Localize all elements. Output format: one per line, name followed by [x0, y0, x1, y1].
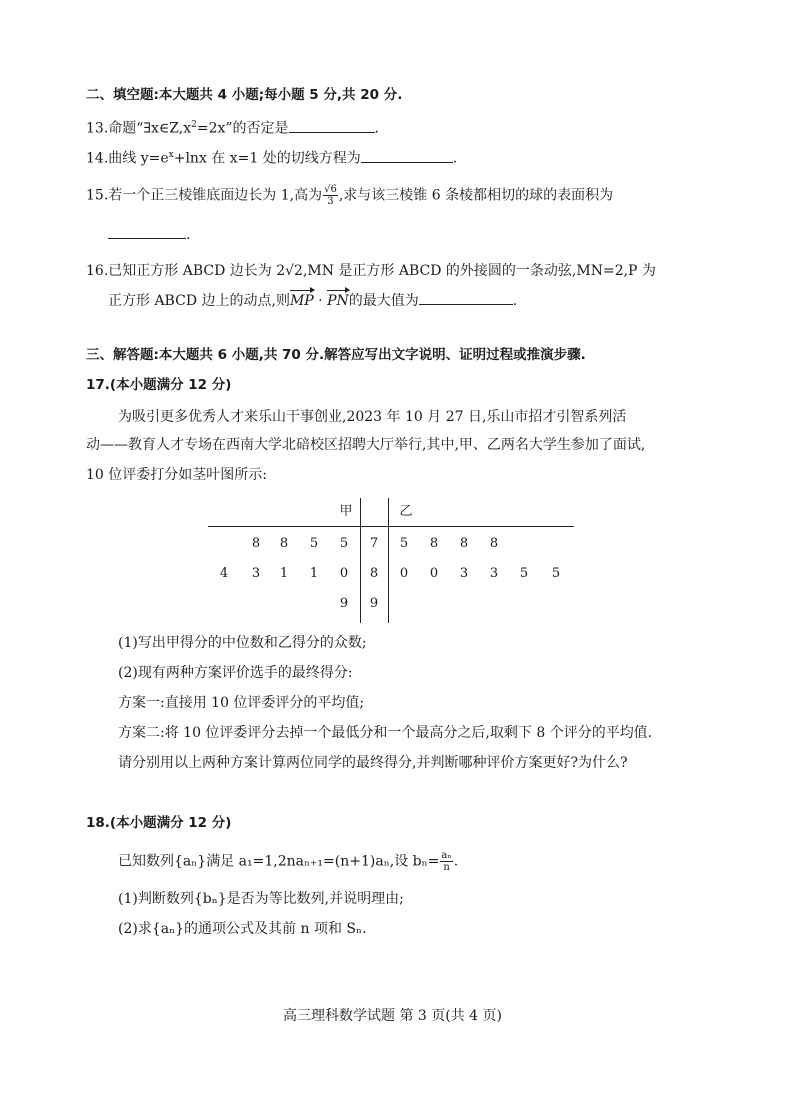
leaf-left: 8 — [279, 536, 289, 551]
leaf-right: 8 — [429, 536, 439, 551]
q13-end: . — [374, 120, 379, 137]
q13-text-post: =2x”的否定是 — [196, 120, 289, 137]
q17-plan-2: 方案二:将 10 位评委评分去掉一个最低分和一个最高分之后,取剩下 8 个评分的平均值. — [118, 725, 653, 741]
q14-text-post: +lnx 在 x=1 处的切线方程为 — [173, 150, 361, 167]
leaf-left: 4 — [219, 566, 229, 581]
stem: 8 — [369, 566, 379, 581]
q17-plan-1: 方案一:直接用 10 位评委评分的平均值; — [118, 695, 365, 711]
q17-question: 请分别用以上两种方案计算两位同学的最终得分,并判断哪种评价方案更好?为什么? — [118, 755, 628, 771]
q16-text-pre: 正方形 ABCD 边上的动点,则 — [108, 293, 290, 309]
q18-fraction — [440, 850, 452, 873]
leaf-right: 3 — [489, 566, 499, 581]
q15-end: . — [186, 227, 191, 243]
q17-paragraph-3: 10 位评委打分如茎叶图所示: — [86, 467, 267, 483]
q15-answer-blank[interactable] — [108, 224, 186, 239]
stem-leaf-table — [208, 498, 576, 623]
q17-paragraph-1: 为吸引更多优秀人才来乐山干事创业,2023 年 10 月 27 日,乐山市招才引智系列活 — [118, 409, 627, 425]
table-stem-left-divider — [360, 498, 361, 623]
page-footer: 高三理科数学试题 第 3 页(共 4 页) — [283, 1008, 502, 1024]
question-15-blank-line — [108, 224, 190, 244]
leaf-left: 9 — [339, 596, 349, 611]
q13-text-pre: 13.命题“∃x∈Z,x — [86, 120, 192, 137]
q18-title: 18.(本小题满分 12 分) — [86, 815, 232, 831]
leaf-right: 0 — [399, 566, 409, 581]
question-13 — [86, 116, 379, 138]
leaf-left: 5 — [339, 536, 349, 551]
q17-sub-1: (1)写出甲得分的中位数和乙得分的众数; — [118, 635, 367, 651]
q15-frac-den: 3 — [327, 196, 334, 207]
q18-sub-2: (2)求{aₙ}的通项公式及其前 n 项和 Sₙ. — [118, 921, 367, 937]
q14-answer-blank[interactable] — [361, 148, 453, 163]
leaf-left: 0 — [339, 566, 349, 581]
leaf-right: 8 — [459, 536, 469, 551]
q18-sub-1: (1)判断数列{bₙ}是否为等比数列,并说明理由; — [118, 891, 404, 907]
q18-paragraph-1 — [118, 850, 458, 873]
leaf-right: 5 — [519, 566, 529, 581]
q15-text-pre: 15.若一个正三棱锥底面边长为 1,高为 — [86, 187, 323, 204]
leaf-right: 3 — [459, 566, 469, 581]
q17-sub-2: (2)现有两种方案评价选手的最终得分: — [118, 665, 353, 681]
leaf-right: 5 — [399, 536, 409, 551]
q16-answer-blank[interactable] — [419, 290, 513, 305]
q14-sup: x — [168, 150, 174, 160]
q16-dot: · — [313, 293, 328, 309]
vector-pn: PN — [327, 293, 349, 309]
q13-answer-blank[interactable] — [289, 118, 375, 133]
vector-mp: MP — [289, 293, 314, 309]
section3-heading: 三、解答题:本大题共 6 小题,共 70 分.解答应写出文字说明、证明过程或推演步骤. — [86, 347, 586, 363]
q17-paragraph-2: 动——教育人才专场在西南大学北碚校区招聘大厅举行,其中,甲、乙两名大学生参加了面试, — [86, 437, 646, 453]
table-stem-right-divider — [388, 498, 389, 623]
leaf-right: 0 — [429, 566, 439, 581]
q17-title: 17.(本小题满分 12 分) — [86, 377, 232, 393]
q18-frac-num: aₙ — [441, 850, 452, 861]
q15-text-post: ,求与该三棱锥 6 条棱都相切的球的表面积为 — [338, 187, 614, 204]
leaf-left: 3 — [251, 566, 261, 581]
q13-sup: 2 — [191, 120, 197, 130]
q18-end: . — [453, 853, 459, 870]
leaf-right: 8 — [489, 536, 499, 551]
table-header-yi: 乙 — [399, 504, 413, 519]
q16-end: . — [512, 293, 518, 309]
question-15 — [86, 184, 613, 207]
table-header-divider — [208, 526, 574, 527]
q14-end: . — [452, 150, 458, 167]
q14-text-pre: 14.曲线 y=e — [86, 150, 169, 167]
q15-fraction — [323, 184, 338, 207]
question-14 — [86, 146, 457, 168]
leaf-left: 1 — [279, 566, 289, 581]
q18-frac-den: n — [443, 862, 450, 873]
leaf-left: 1 — [309, 566, 319, 581]
q16-text-post: 的最大值为 — [348, 293, 419, 309]
q15-frac-num: √6 — [324, 184, 337, 195]
question-16-line2 — [108, 290, 517, 310]
section2-heading: 二、填空题:本大题共 4 小题;每小题 5 分,共 20 分. — [86, 87, 403, 103]
leaf-left: 8 — [251, 536, 261, 551]
stem: 9 — [369, 596, 379, 611]
stem: 7 — [369, 536, 379, 551]
table-header-jia: 甲 — [339, 504, 353, 519]
question-16-line1: 16.已知正方形 ABCD 边长为 2√2,MN 是正方形 ABCD 的外接圆的一条动弦,MN=2,P 为 — [86, 263, 656, 279]
leaf-left: 5 — [309, 536, 319, 551]
q18-text-pre: 已知数列{aₙ}满足 a₁=1,2naₙ₊₁=(n+1)aₙ,设 bₙ= — [118, 853, 440, 870]
leaf-right: 5 — [551, 566, 561, 581]
